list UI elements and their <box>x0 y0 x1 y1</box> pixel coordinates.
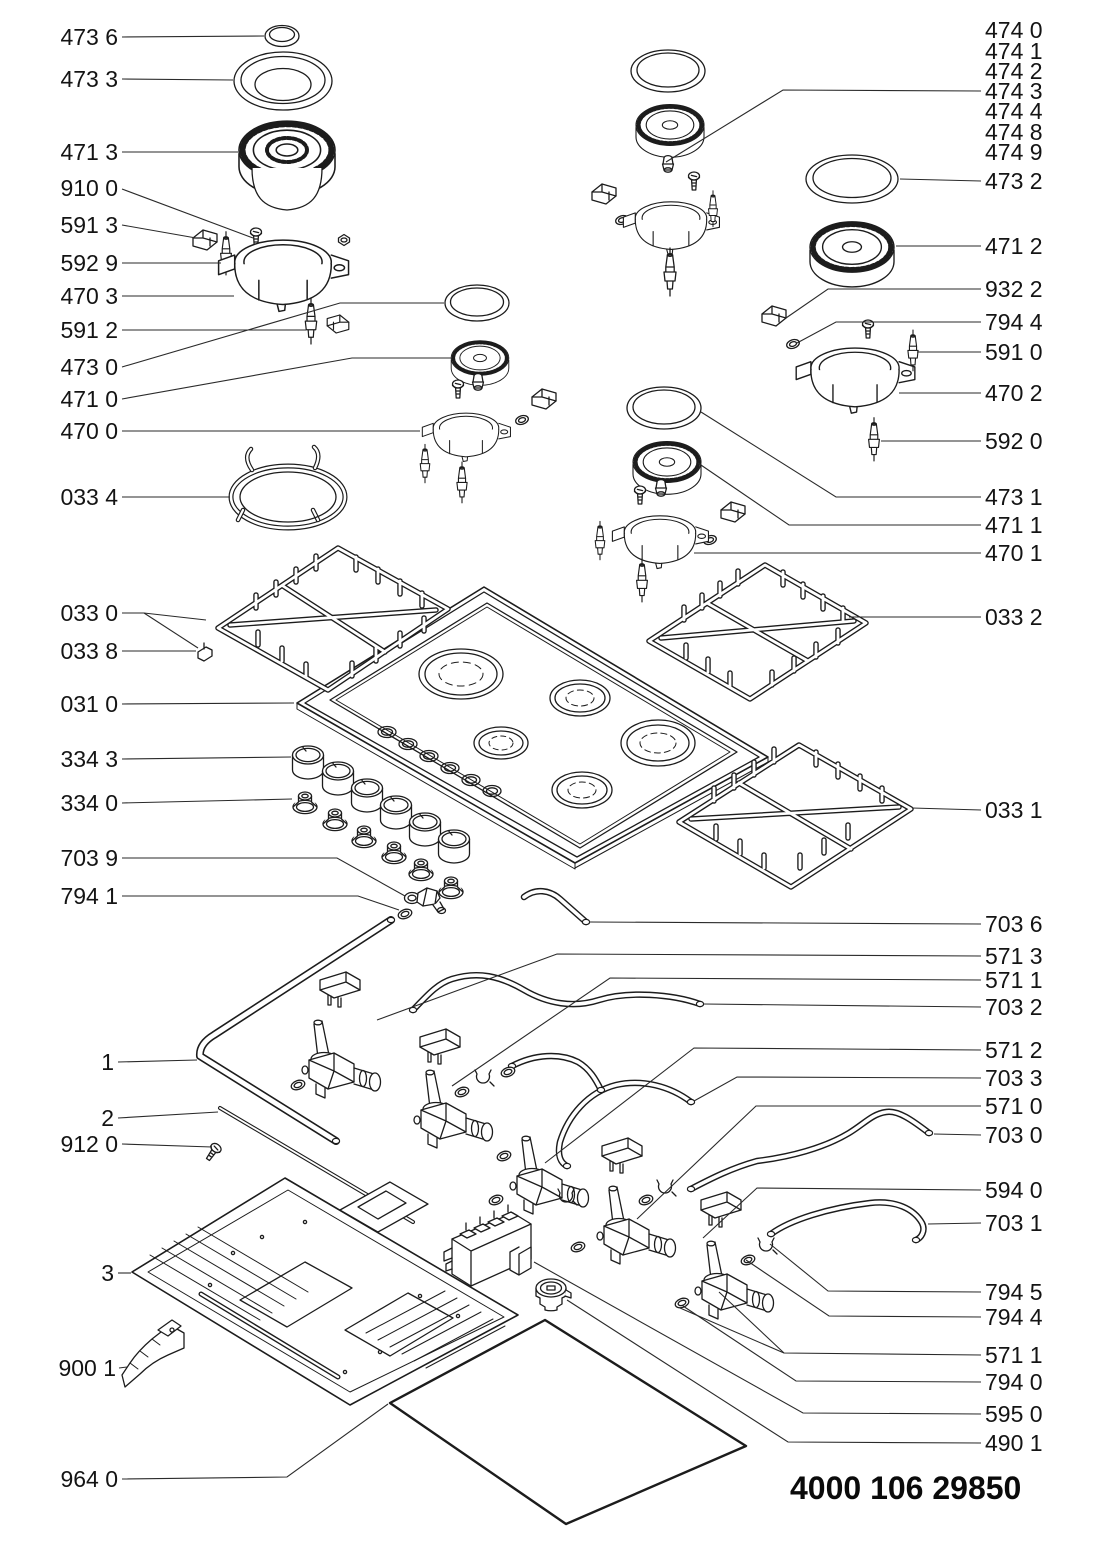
grid-foot <box>198 643 212 661</box>
part-label-470-3-6: 470 3 <box>60 282 118 309</box>
leader-line <box>122 303 444 367</box>
part-label-473-0-8: 473 0 <box>60 353 118 380</box>
leader-line <box>122 703 294 704</box>
burner-assembly-top-middle <box>592 50 719 296</box>
part-label-033-1-43: 033 1 <box>985 796 1043 823</box>
part-label-470-1-41: 470 1 <box>985 539 1043 566</box>
leader-line <box>786 289 981 318</box>
burner-assembly-small <box>420 285 556 503</box>
leader-line <box>118 1112 218 1118</box>
pipe-fitting <box>597 1087 604 1092</box>
manifold-pipe <box>200 920 391 1141</box>
part-label-033-2-42: 033 2 <box>985 603 1043 630</box>
part-label-964-0-24: 964 0 <box>60 1465 118 1492</box>
part-label-703-9-17: 703 9 <box>60 844 118 871</box>
part-label-470-2-37: 470 2 <box>985 379 1043 406</box>
part-label-334-0-16: 334 0 <box>60 789 118 816</box>
leader-line <box>122 896 399 910</box>
part-label-334-3-15: 334 3 <box>60 745 118 772</box>
part-label-473-2-32: 473 2 <box>985 167 1043 194</box>
spark-generator <box>444 1205 531 1286</box>
washer <box>570 1240 586 1253</box>
part-label-571-2-48: 571 2 <box>985 1036 1043 1063</box>
leader-line <box>122 36 264 37</box>
pipe-fitting <box>387 917 394 922</box>
part-label-595-0-58: 595 0 <box>985 1400 1043 1427</box>
leader-line <box>122 358 451 399</box>
part-label-1-19: 1 <box>101 1048 114 1075</box>
part-label-591-3-4: 591 3 <box>60 211 118 238</box>
part-label-473-6-0: 473 6 <box>60 23 118 50</box>
washer <box>454 1085 470 1098</box>
part-label-473-1-39: 473 1 <box>985 483 1043 510</box>
wok-ring-prong <box>238 447 318 520</box>
model-part-number: 4000 106 29850 <box>790 1470 1022 1506</box>
part-label-473-3-1: 473 3 <box>60 65 118 92</box>
pipe-fitting <box>687 1186 694 1191</box>
part-label-031-0-14: 031 0 <box>60 690 118 717</box>
leader-line <box>704 1004 981 1007</box>
pipe-703-0-inner <box>691 1112 929 1189</box>
leader-line <box>703 1188 981 1238</box>
pipe-fitting <box>582 919 589 924</box>
leader-line <box>122 189 253 238</box>
part-label-794-0-57: 794 0 <box>985 1368 1043 1395</box>
wok-ring-inner <box>240 472 336 522</box>
part-label-033-4-11: 033 4 <box>60 483 118 510</box>
part-label-474-4-29: 474 4 <box>985 97 1043 124</box>
wok-ring-prong-inner <box>238 447 318 520</box>
screw <box>203 1142 222 1163</box>
pipe-fitting <box>767 1231 774 1236</box>
part-label-794-5-54: 794 5 <box>985 1278 1043 1305</box>
washer <box>496 1149 512 1162</box>
leader-line <box>589 922 981 924</box>
leader-line <box>122 1404 388 1479</box>
leader-line <box>122 757 291 759</box>
part-label-474-8-30: 474 8 <box>985 118 1043 145</box>
pipe-fitting <box>563 1163 570 1168</box>
leader-line <box>694 1077 981 1101</box>
part-label-033-8-13: 033 8 <box>60 637 118 664</box>
part-label-474-3-28: 474 3 <box>985 77 1043 104</box>
part-label-592-9-5: 592 9 <box>60 249 118 276</box>
part-label-932-2-34: 932 2 <box>985 275 1043 302</box>
part-label-703-2-47: 703 2 <box>985 993 1043 1020</box>
leader-line <box>122 799 292 803</box>
leader-line <box>122 1144 212 1147</box>
pan-support-right-inner <box>649 565 866 699</box>
part-label-571-1-46: 571 1 <box>985 966 1043 993</box>
manifold-pipe-inner <box>200 920 391 1141</box>
part-label-471-3-2: 471 3 <box>60 138 118 165</box>
part-label-490-1-59: 490 1 <box>985 1429 1043 1456</box>
retaining-clip <box>657 1180 676 1196</box>
pipe-fitting <box>332 1138 339 1143</box>
leader-line <box>797 322 981 343</box>
part-label-033-0-12: 033 0 <box>60 599 118 626</box>
part-label-900-1-23: 900 1 <box>58 1354 116 1381</box>
leader-line <box>928 1223 981 1224</box>
mounting-bracket <box>122 1320 184 1387</box>
part-label-2-20: 2 <box>101 1104 114 1131</box>
part-label-474-0-25: 474 0 <box>985 16 1043 43</box>
part-label-703-0-51: 703 0 <box>985 1121 1043 1148</box>
wok-ring-inner <box>231 466 345 528</box>
washer <box>488 1193 504 1206</box>
part-label-474-9-31: 474 9 <box>985 138 1043 165</box>
pipe-fitting <box>687 1099 694 1104</box>
part-label-3-22: 3 <box>101 1259 114 1286</box>
washer <box>397 907 413 920</box>
pipe-703-2 <box>413 975 700 1010</box>
retaining-clip <box>758 1238 777 1254</box>
ignition-switch <box>536 1279 571 1311</box>
part-label-794-1-18: 794 1 <box>60 882 118 909</box>
part-label-471-0-9: 471 0 <box>60 385 118 412</box>
part-label-571-3-45: 571 3 <box>985 942 1043 969</box>
part-label-591-2-7: 591 2 <box>60 316 118 343</box>
leader-line <box>666 90 981 162</box>
leader-line <box>118 1060 197 1062</box>
leader-line <box>701 412 981 497</box>
leader-line <box>122 858 405 896</box>
part-label-474-1-26: 474 1 <box>985 37 1043 64</box>
burner-assembly-middle-right <box>595 387 745 602</box>
pipe-fitting <box>925 1130 932 1135</box>
leader-line <box>637 1106 981 1219</box>
leader-line <box>770 1244 981 1292</box>
leader-line <box>746 1260 981 1317</box>
part-label-703-1-53: 703 1 <box>985 1209 1043 1236</box>
part-label-910-0-3: 910 0 <box>60 174 118 201</box>
leader-line <box>377 954 981 1020</box>
pipe-fitting <box>912 1237 919 1242</box>
washer <box>674 1296 690 1309</box>
leader-line <box>119 1367 127 1368</box>
washer <box>290 1078 306 1091</box>
leader-line <box>122 225 196 238</box>
part-label-470-0-10: 470 0 <box>60 417 118 444</box>
part-label-471-2-33: 471 2 <box>985 232 1043 259</box>
part-label-703-3-49: 703 3 <box>985 1064 1043 1091</box>
leader-line <box>900 179 981 181</box>
part-label-471-1-40: 471 1 <box>985 511 1043 538</box>
part-label-794-4-55: 794 4 <box>985 1303 1043 1330</box>
part-label-571-1-56: 571 1 <box>985 1341 1043 1368</box>
part-label-592-0-38: 592 0 <box>985 427 1043 454</box>
part-label-912-0-21: 912 0 <box>60 1130 118 1157</box>
part-label-594-0-52: 594 0 <box>985 1176 1043 1203</box>
leader-line <box>122 613 206 620</box>
leader-line <box>934 1134 981 1135</box>
part-label-703-6-44: 703 6 <box>985 910 1043 937</box>
leader-line <box>122 79 233 80</box>
part-label-571-0-50: 571 0 <box>985 1092 1043 1119</box>
part-label-794-4-35: 794 4 <box>985 308 1043 335</box>
leader-line <box>912 808 981 810</box>
part-label-474-2-27: 474 2 <box>985 57 1043 84</box>
burner-assembly-top-right <box>762 155 918 461</box>
retaining-clip <box>475 1070 494 1086</box>
part-label-591-0-36: 591 0 <box>985 338 1043 365</box>
pipe-fitting <box>696 1001 703 1006</box>
leader-line <box>719 1292 981 1355</box>
